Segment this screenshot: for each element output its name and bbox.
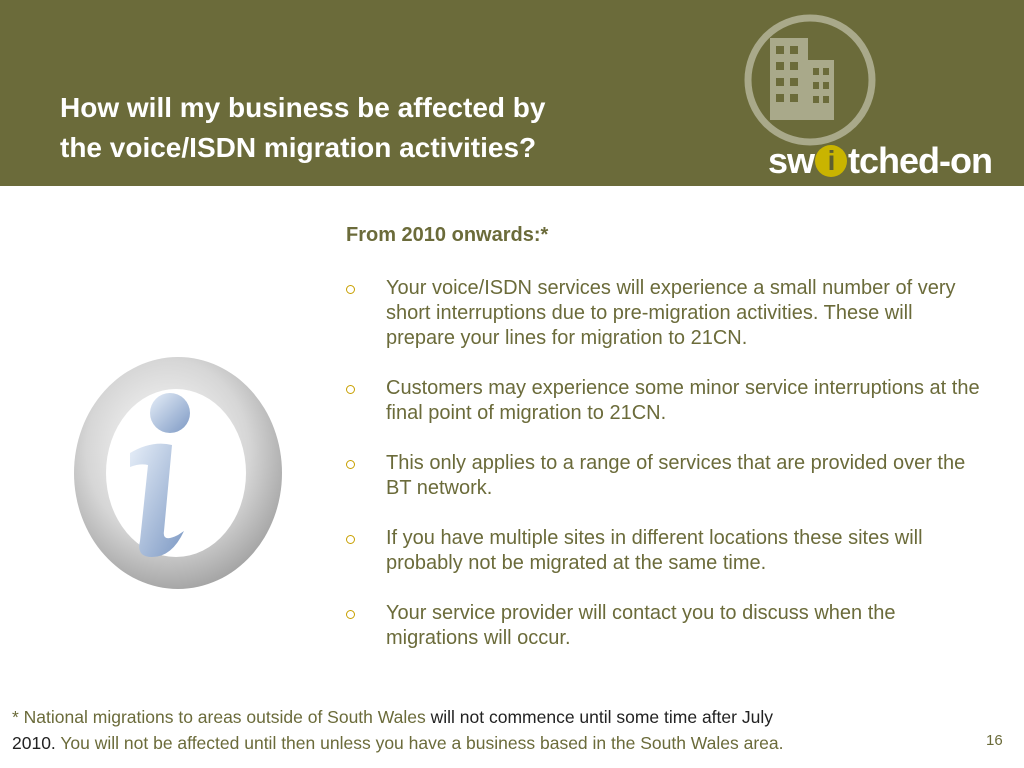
list-item-text: Customers may experience some minor service interruptions at the final point of migration to 21CN. <box>386 377 980 424</box>
list-item <box>346 526 986 576</box>
footnote-part-1: * National migrations to areas outside of South Wales <box>12 707 431 727</box>
page-number: 16 <box>986 732 1003 749</box>
logo-text-right: tched-on <box>848 140 993 181</box>
list-item-text: If you have multiple sites in different locations these sites will probably not be migrated at the same time. <box>386 527 923 574</box>
logo-i-badge: i <box>815 145 847 177</box>
list-item <box>346 276 986 351</box>
footnote-part-3: 2010. <box>12 733 56 753</box>
info-icon <box>60 345 286 593</box>
list-item-text: Your service provider will contact you to discuss when the migrations will occur. <box>386 602 896 649</box>
bullet-list <box>346 276 986 676</box>
circle-bullet-icon <box>346 610 355 619</box>
circle-bullet-icon <box>346 535 355 544</box>
circle-bullet-icon <box>346 285 355 294</box>
list-item-text: Your voice/ISDN services will experience a small number of very short interruptions due to pre-migration activities. These will prepare your lines for migration to 21CN. <box>386 277 956 349</box>
header-banner <box>0 0 1024 186</box>
circle-bullet-icon <box>346 460 355 469</box>
list-item <box>346 451 986 501</box>
circle-bullet-icon <box>346 385 355 394</box>
title-line-1: How will my business be affected by <box>60 92 546 123</box>
logo-text-left: sw <box>768 140 815 181</box>
list-item <box>346 376 986 426</box>
list-item-text: This only applies to a range of services that are provided over the BT network. <box>386 452 966 499</box>
footnote-part-2: will not commence until some time after July <box>430 707 773 727</box>
slide-title <box>60 88 720 168</box>
title-line-2: the voice/ISDN migration activities? <box>60 132 537 163</box>
list-item <box>346 601 986 651</box>
footnote <box>12 704 972 756</box>
brand-logo <box>768 140 992 182</box>
section-heading: From 2010 onwards:* <box>346 224 549 246</box>
footnote-part-4: You will not be affected until then unless you have a business based in the South Wales area. <box>55 733 784 753</box>
